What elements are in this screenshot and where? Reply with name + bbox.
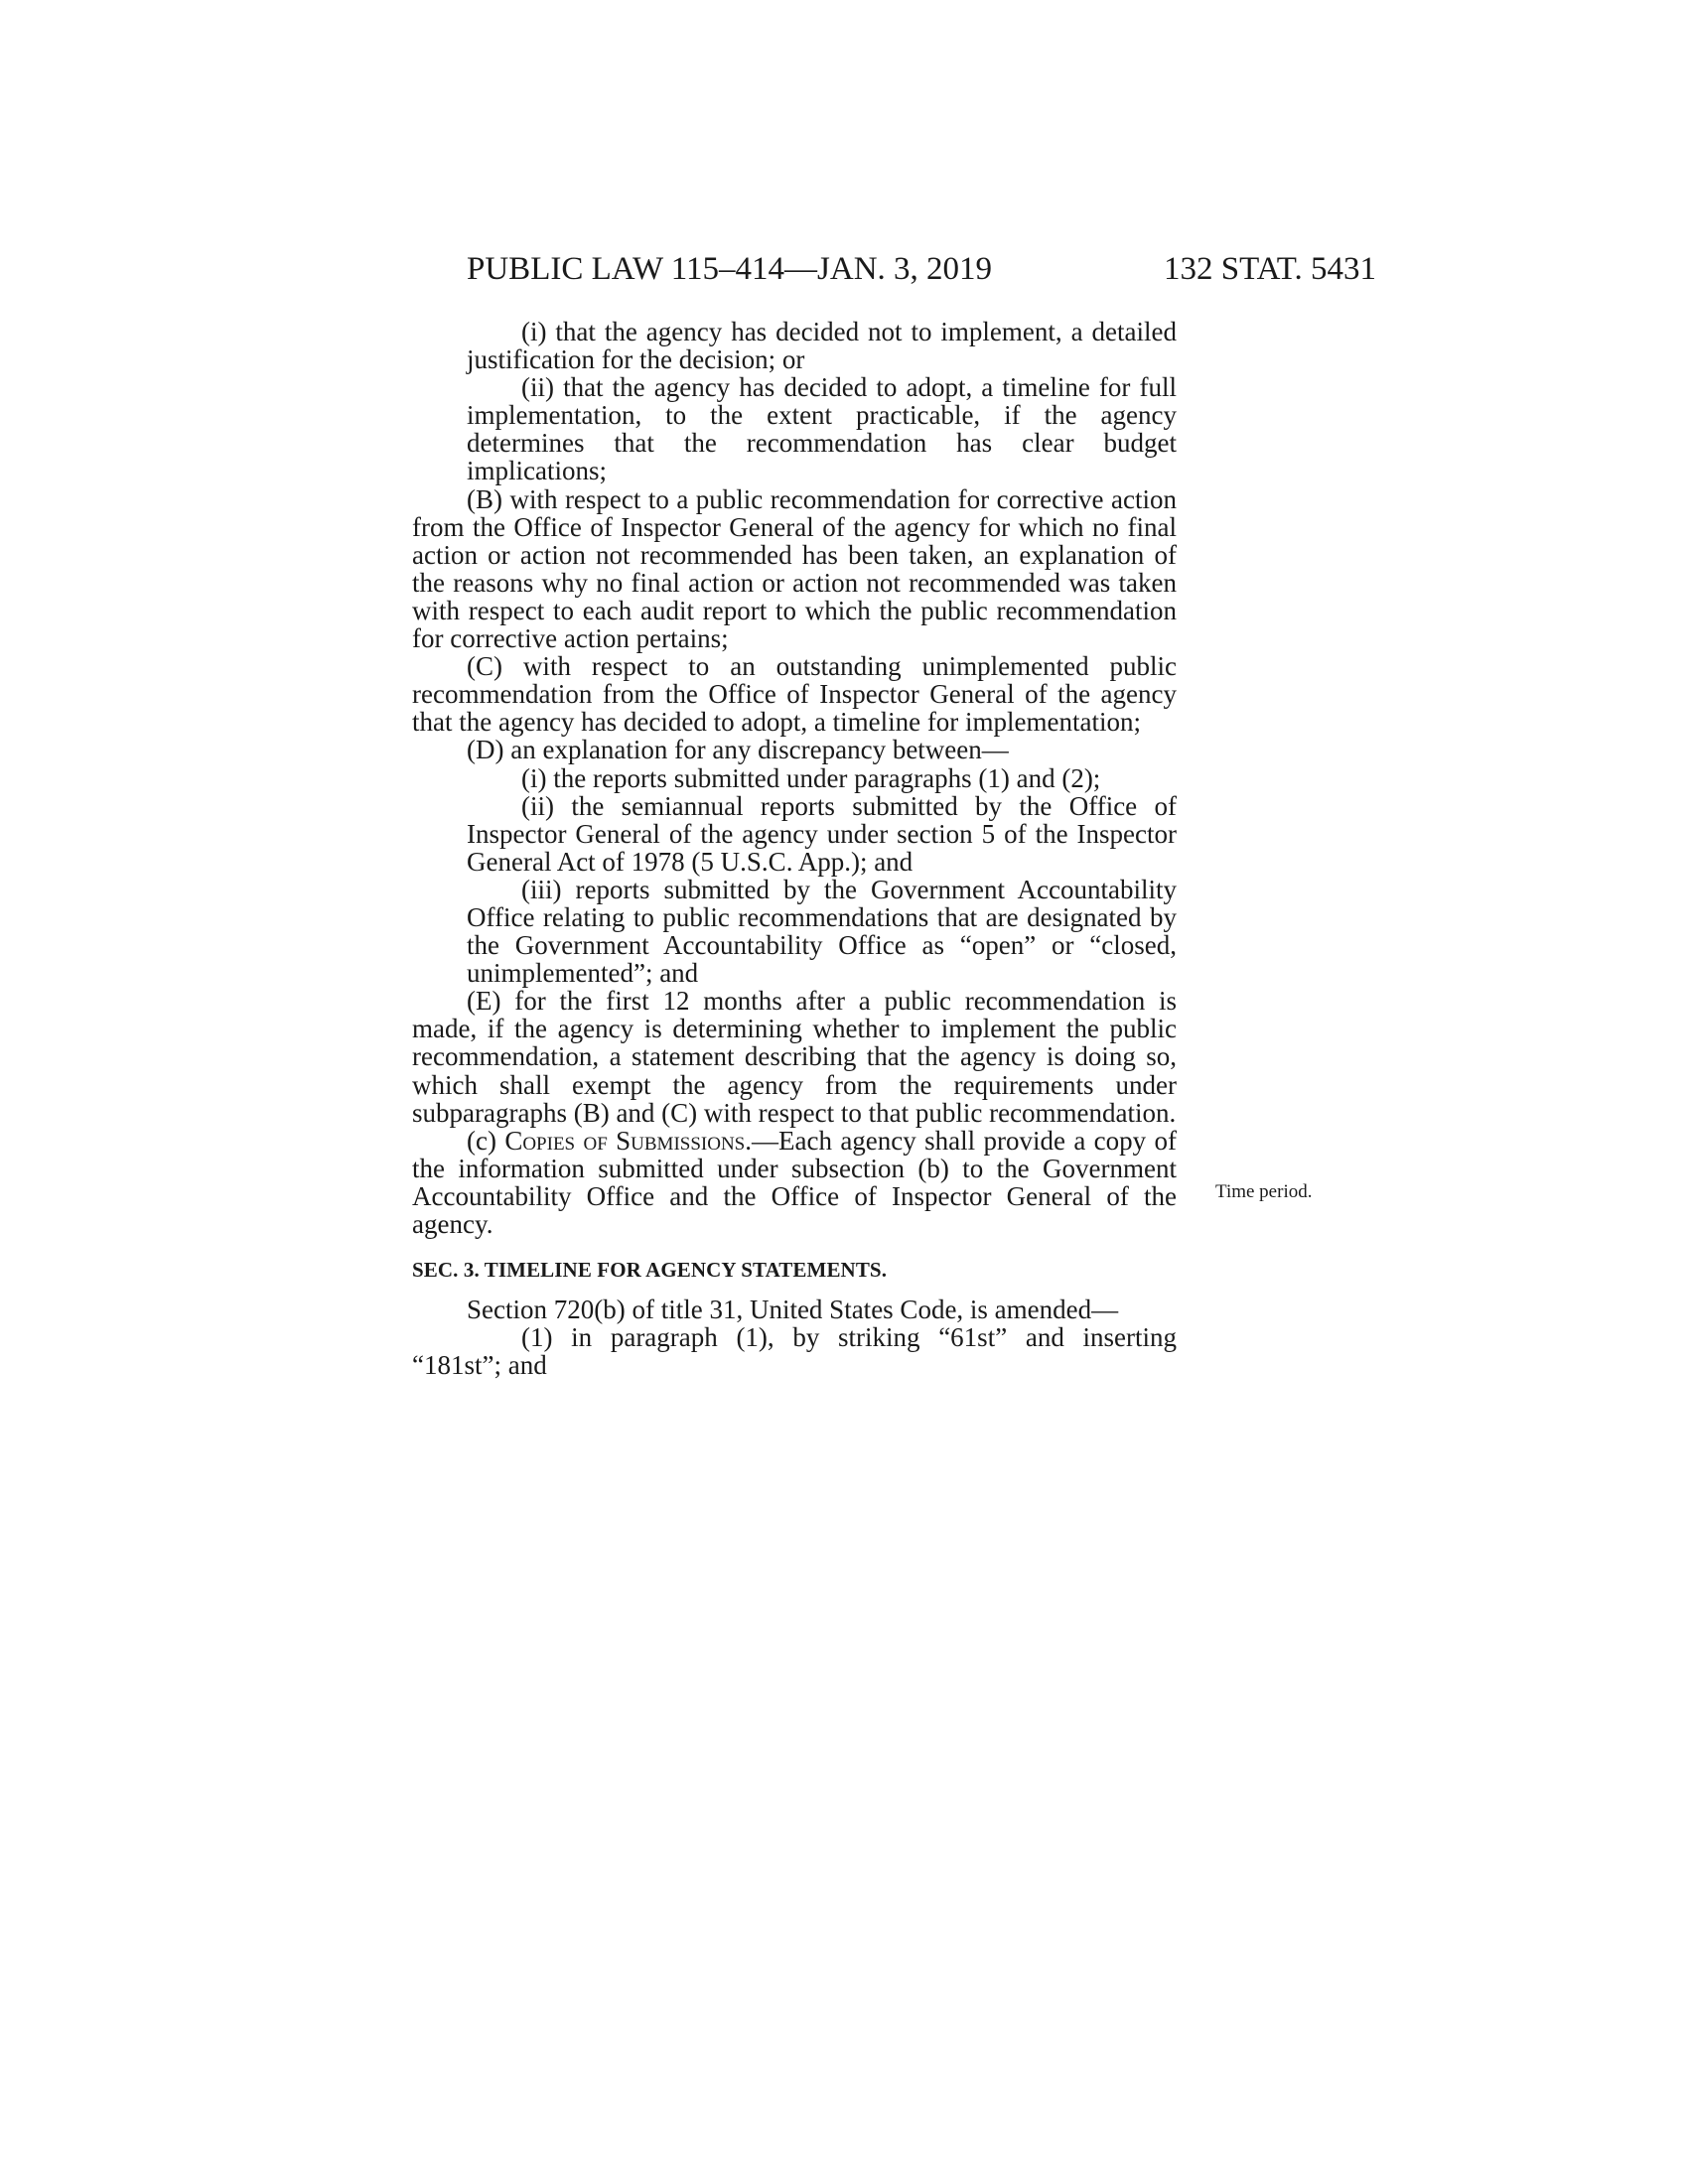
subparagraph-b: (B) with respect to a public recommendation for corrective action from the Office of Inspector General of the agency for which no final action or action not recommended has been taken, an explanation of the reasons why no final action or action not recommended was taken with respect to each audit report to which the public recommendation for corrective action pertains; (412, 483, 1177, 654)
section-3-heading: SEC. 3. TIMELINE FOR AGENCY STATEMENTS. (412, 1258, 888, 1283)
subparagraph-d: (D) an explanation for any discrepancy between— (467, 735, 1009, 765)
header-law-citation: PUBLIC LAW 115–414—JAN. 3, 2019 (467, 251, 993, 287)
section-3-item-1: (1) in paragraph (1), by striking “61st” and inserting “181st”; and (412, 1322, 1177, 1381)
header-stat-page: 132 STAT. 5431 (1163, 251, 1376, 287)
clause-d-i: (i) the reports submitted under paragraphs (1) and (2); (521, 762, 1101, 793)
marginal-note: Time period. (1215, 1181, 1313, 1202)
subsection-c-heading: Copies of Submissions (504, 1125, 746, 1156)
section-3-intro: Section 720(b) of title 31, United States Code, is amended— (467, 1295, 1119, 1325)
clause-a-ii: (ii) that the agency has decided to adopt, a timeline for full implementation, to the extent practicable, if the agency determines that the recommendation has clear budget implications; (467, 372, 1177, 486)
clause-a-i: (i) that the agency has decided not to implement, a detailed justification for the decision; or (467, 317, 1177, 375)
clause-d-iii: (iii) reports submitted by the Government Accountability Office relating to public recommendations that are designated by the Government Accountability Office as “open” or “closed, unimplemented”; and (467, 874, 1177, 989)
clause-d-ii: (ii) the semiannual reports submitted by the Office of Inspector General of the agency under section 5 of the Inspector General Act of 1978 (5 U.S.C. App.); and (467, 790, 1177, 877)
subsection-c-label: (c) (467, 1125, 505, 1156)
running-header (467, 251, 1376, 291)
subparagraph-c: (C) with respect to an outstanding unimplemented public recommendation from the Office of Inspector General of the agency that the agency has decided to adopt, a timeline for implementation; (412, 651, 1177, 738)
body-text (412, 318, 1177, 1379)
subparagraph-e: (E) for the first 12 months after a public recommendation is made, if the agency is determining whether to implement the public recommendation, a statement describing that the agency is doing so, which shall exempt the agency from the requirements under subparagraphs (B) and (C) with respect to that public recommendation. (412, 986, 1177, 1128)
subsection-c (412, 1127, 1177, 1238)
subsection-c-text: .—Each agency shall provide a copy of the information submitted under subsection (b) to the Government Accountability Office and the Office of Inspector General of the agency. (412, 1125, 1178, 1239)
